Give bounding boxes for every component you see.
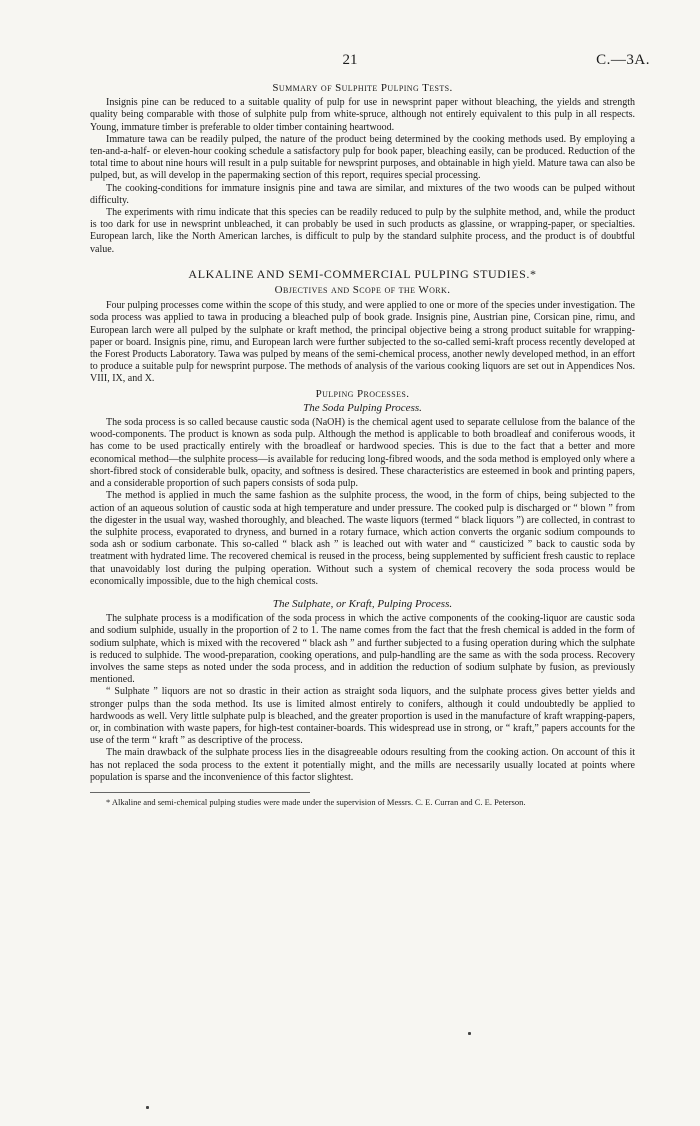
objectives-heading: Objectives and Scope of the Work. xyxy=(274,284,451,297)
sulphate-process-heading: The Sulphate, or Kraft, Pulping Process. xyxy=(272,597,453,610)
document-reference: C.—3A. xyxy=(596,52,650,68)
page-content xyxy=(90,82,635,808)
footnote-rule xyxy=(90,792,310,793)
summary-heading: Summary of Sulphite Pulping Tests. xyxy=(272,82,453,94)
page-header xyxy=(0,52,700,72)
sulphate-paragraph: “ Sulphate ” liquors are not so drastic in their action as straight soda liquors, and the sulphate process gives better yields and stronger pulps than the soda method. Its use is limited almost entirely to conifers, although it could undoubtedly be applied to hardwoods as well. Very little sulphate pulp is bleached, and the greater proportion is used in the manufacture of kraft wrapping-papers, or, in combination with waste papers, for high-test container-boards. This widespread use in strong, or “ kraft,” papers accounts for the use of the term “ kraft ” as descriptive of the process. xyxy=(90,686,635,747)
page-number: 21 xyxy=(342,52,358,68)
soda-paragraph: The method is applied in much the same fashion as the sulphite process, the wood, in the form of chips, being subjected to the action of an aqueous solution of caustic soda at high temperature and under pressure. The cooked pulp is discharged or “ blown ” from the digester in the usual way, washed thoroughly, and bleached. The waste liquors (termed “ black liquors ”) are collected, in contrast to the sulphite process, evaporated to dryness, and burned in a rotary furnace, which action converts the organic sodium compounds to soda ash or sodium carbonate. This so-called “ black ash ” is leached out with water and “ causticized ” back to caustic soda by treatment with hydrated lime. The recovered chemical is reused in the process, being supplemented by sufficient fresh caustic to replace that unavoidably lost during the pulping operation. Without such a system of chemical recovery the soda process would be economically impossible, due to the high chemical costs. xyxy=(90,490,635,587)
summary-paragraph: Immature tawa can be readily pulped, the nature of the product being determined by the cooking methods used. By employing a ten-and-a-half- or eleven-hour cooking schedule a satisfactory pulp for book paper, bleaching easily, can be produced. Reduction of the total time to about nine hours will result in a pulp suitable for newsprint purposes, and obtainable in high yield. Mature tawa can also be pulped, but, as will develop in the papermaking section of this report, requires special processing. xyxy=(90,133,635,182)
footnote: * Alkaline and semi-chemical pulping studies were made under the supervision of Messrs. C. E. Curran and C. E. Peterson. xyxy=(106,796,526,807)
soda-paragraph: The soda process is so called because caustic soda (NaOH) is the chemical agent used to separate cellulose from the balance of the wood-components. The product is known as soda pulp. Although the method is applicable to both broadleaf and coniferous woods, it has come to be used practically entirely with the broadleaf or hardwood species. This is due to the fact that a better and more economical method—the sulphite process—is available for reducing long-fibred woods, and the soda method is employed only where a short-fibred stock of considerable bulk, opacity, and softness is desired. These characteristics are esteemed in book and printing papers, and a considerable proportion of such papers consists of soda pulp. xyxy=(90,417,635,490)
soda-process-heading: The Soda Pulping Process. xyxy=(303,401,422,414)
alkaline-heading: ALKALINE AND SEMI-COMMERCIAL PULPING STUDIES.* xyxy=(188,266,537,281)
pulping-processes-heading: Pulping Processes. xyxy=(315,387,410,400)
print-speck xyxy=(468,1032,471,1035)
print-speck xyxy=(146,1106,149,1109)
summary-paragraph: Insignis pine can be reduced to a suitable quality of pulp for use in newsprint paper without bleaching, the yields and strength quality being comparable with those of sulphite pulp from white-spruce, although not entirely equivalent to this pulp in all respects. Young, immature timber is preferable to older timber containing heartwood. xyxy=(90,97,635,133)
summary-paragraph: The cooking-conditions for immature insignis pine and tawa are similar, and mixtures of the two woods can be pulped without difficulty. xyxy=(90,182,635,206)
sulphate-paragraph: The main drawback of the sulphate process lies in the disagreeable odours resulting from the cooking action. On account of this it has not replaced the soda process to the extent it potentially might, and the mills are necessarily usually located at points where population is sparse and the inconvenience of this factor slightest. xyxy=(90,747,635,783)
sulphate-paragraph: The sulphate process is a modification of the soda process in which the active components of the cooking-liquor are caustic soda and sodium sulphide, usually in the proportion of 2 to 1. The name comes from the fact that the fresh chemical is added in the form of sodium sulphate, which is mixed with the recovered “ black ash ” and further subjected to a fusing operation during which the sulphate is reduced to sulphide. The wood-preparation, cooking operations, and pulp-handling are the same as with the soda process. Recovery involves the same steps as noted under the soda process, and in addition the reduction of sodium sulphate by fusion, as previously mentioned. xyxy=(90,613,635,686)
objectives-paragraph: Four pulping processes come within the scope of this study, and were applied to one or more of the species under investigation. The soda process was applied to tawa in producing a bleached pulp of book grade. Insignis pine, Austrian pine, Corsican pine, rimu, and European larch were all pulped by the sulphate or kraft method, the principal objective being a strong product suitable for wrapping-paper or board. Insignis pine, rimu, and European larch were further subjected to the so-called semi-kraft process recently developed at the Forest Products Laboratory. Tawa was pulped by means of the semi-chemical process, another newly developed method, in an effort to produce a suitable pulp for newsprint purpose. The methods of analysis of the various cooking liquors are set out in Appendices Nos. VIII, IX, and X. xyxy=(90,300,635,385)
summary-paragraph: The experiments with rimu indicate that this species can be readily reduced to pulp by the sulphite method, and, while the product is too dark for use in newsprint unbleached, it can probably be used in such products as glassine, or wrapping-paper, or specialties. European larch, like the North American larches, is difficult to pulp by the standard sulphite process, and the product is of doubtful value. xyxy=(90,207,635,255)
